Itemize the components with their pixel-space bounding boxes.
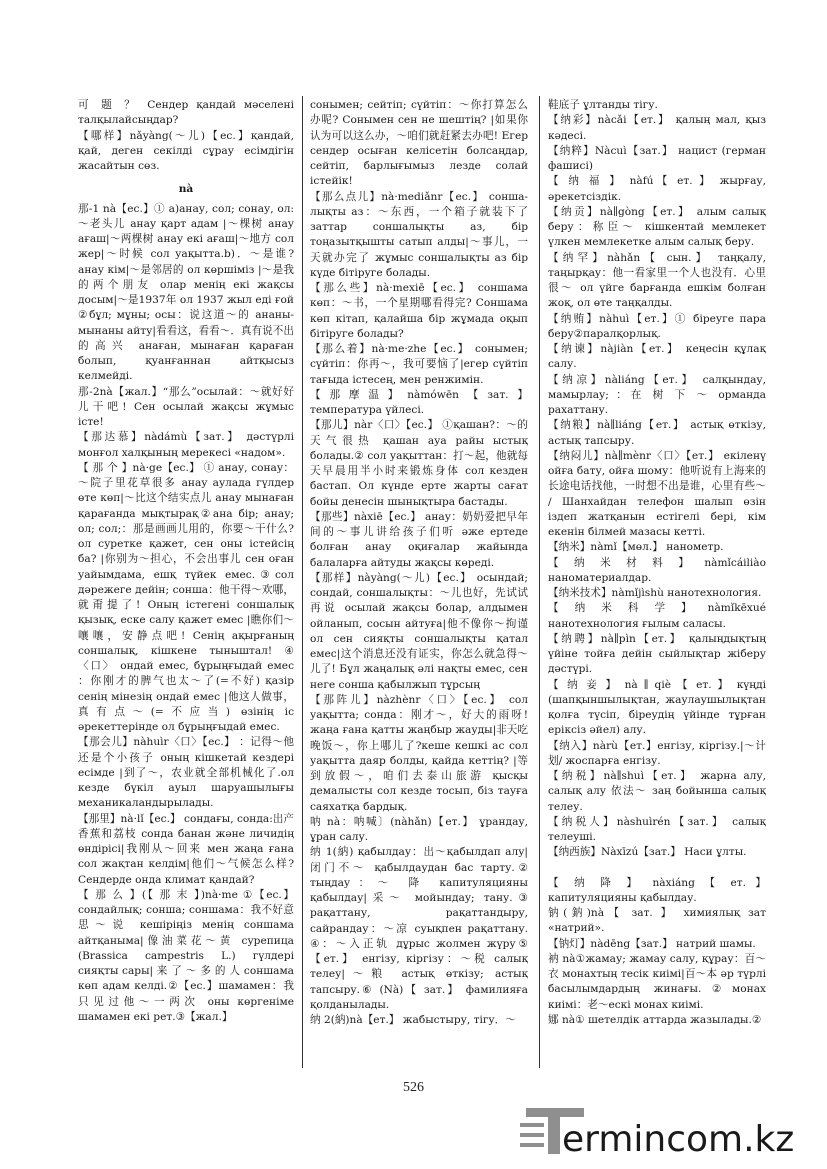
dictionary-column-1 [78, 98, 294, 1063]
entry-text: 【纳米技术】nàmǐjìshù нанотехнология. [548, 587, 762, 599]
entry-text: 娜 nà① шетелдік аттарда жазылады.② [548, 1013, 762, 1026]
entry-text: 【那会儿】nàhuìr〈口〉【ес.】 ：记得～他还是个小孩子 оның кішкетай кездері есімде |到了～，农业就全部机械化了.ол кезде бүкіл ауыл шаруашылығы механикаландырылады. [78, 736, 294, 810]
entry-text: 【纳税】nà∥shuì【ет.】 жарна алу, салық алу 依法～ заң бойынша салық телеу. [548, 770, 766, 813]
entry-text: 那-1 nà【ес.】① а)анау, сол; сонау, ол: ～老头儿 анау қарт адам |～棵树 анау ағаш|～两棵树 анау екі ағаш|～地方 сол жер|～时候 сол уақытта.b)．～是谁?анау кім|～是邻居的 ол көршіміз |～是我的两个朋友 олар менің екі жақсы досым|～是1937年 ол 1937 жыл еді ғой ②бұл; мұны; осы：说这道～的 ананы-мынаны айту|看看这，看看～．真有说不出的高兴 анаған, мынаған қараған болып, қуанғаннан айтқысыз келмейді. [78, 202, 294, 383]
entry-text: 【那些】nàxiē【ес.】 анау：奶奶爱把早年间的～事儿讲给孩子们听 әже ертеде болған анау оқиғалар жайында балаларға айтуды жақсы көреді. [310, 510, 528, 569]
entry-text: 【那阵儿】nàzhènr〈口〉【ес.】 сол уақытта; сонда：刚才～，好大的雨呀!жаңа ғана қатты жаңбыр жауды|非天吃晚饭～，你上哪儿了?кеше кешкі ас сол уақытта даяр болды, қайда кеттің? |等到放假～，咱们去泰山旅游 қысқы демалысты сол кезде тосып, біз тауға саяхатқа бардық. [310, 693, 528, 813]
termincom-logo [518, 1105, 818, 1160]
entry-text: 【那里】nà·lǐ【ес.】 сондағы, сонда:出产香蕉和荔枝 сонда банан және личидің өндірісі|我刚从～回来 мен жаңа ғана сол жақтан келдім|他们～气候怎么样? Сендерде онда климат қандай? [78, 812, 294, 886]
entry-text: 【那么些】nà·mexiē【ес.】 соншама көп：～书，一个星期哪看得完? Соншама көп кітап, қалайша бір жұмада оқып бітіруге болады? [310, 282, 528, 340]
entry-text: сонымен; сейтіп; сүйтіп：～你打算怎么办呢? Сонымен сен не шештің? |如果你认为可以这么办，～咱们就赶紧去办吧! Егер сендер осыған келісетін болсаңдар, сейтіп, барлығымыз лезде солай істейік! [310, 99, 528, 188]
entry-text: 【那么着】nà·me·zhe【ес.】 сонымен; сүйтіп：你再～，我可要恼了|егер сүйтіп тағыда істесең, мен ренжимін. [310, 343, 528, 386]
entry-text: 【那样】nàyàng(～儿)【ес.】 осындай; сондай, соншалықты：～儿也好，先试试再说 осылай жақсы болар, алдымен ойланып, сосын айтуға|他不像你～拘谨 ол сен сияқты соншалықты қатал емес|这个消息还没有证实，你怎么就急得～儿了! Бұл жаңалық әлі нақты емес, сен неге сонша қабылжып тұрсың [310, 571, 528, 691]
entry-text: 【纳西族】Nàxīzú【зат.】 Наси ұлты. [548, 846, 747, 859]
entry-text: 纳 2(納)nà【ет.】 жабыстыру, тігу．～ [310, 1014, 516, 1026]
entry-text: 纳 1(納) қабылдау：出～қабылдап алу|闭门不～ қабылдаудан бас тарту.② тыңдау：～ 降 капитуляцияны қабылдау|采～ мойындау; тану.③ рақаттану, рақаттандыру, сайрандау：～凉 суықпен рақаттану. ④：～入正轨 дұрыс жолмен жүру⑤【ет.】 енгізу, кіргізу：～税 салық телеу|～粮 астық өткізу; астық тапсыру.⑥ (Nà)【 зат.】 фамилияға қолданылады. [310, 846, 528, 1011]
entry-text: 【纳闷儿】nà∥mènr〈口〉【ет.】 екіленү ойға бату, ойға шому：他听说有上海来的长途电话找他，一时想不出是谁，心里有些～ / Шанхайдан телефон шалып өзін іздеп жатқанын естігелі бері, кім екенін білмей мазасы кетті. [548, 449, 766, 538]
entry-text: 那-2nà【жал.】“那么”осылай：～就好好儿干吧! Сен осылай жақсы жұмыс істе! [78, 385, 294, 428]
entry-text: 【那摩温】nàmówēn【зат.】 температура үйлесі. [310, 388, 528, 416]
entry-text: 【 纳 妾 】 nà ∥ qiè 【 ет. 】 күңді (шапқыншылықтан, жаулаушылықтан қолға түсіп, біреудің үйінде тұрған еріксіз әйел) алу. [548, 678, 766, 737]
entry-text: 【 纳 米 科 学 】 nàmǐkēxué нанотехнология ғылым саласы. [548, 602, 766, 630]
entry-text: 【纳贿】nàhuì【ет.】① біреуге пара беру②паралқорлық. [548, 312, 766, 340]
entry-text: 【纳入】nàrù【ет.】енгізу, кіргізу.|～计划/ жоспарға енгізу. [548, 739, 766, 767]
entry-text: 【纳粹】Nàcuì【зат.】 нацист (герман фашисі) [548, 144, 766, 172]
entry-text: 【 纳 降 】 nàxiáng 【 ет. 】 капитуляцияны қабылдау. [548, 876, 766, 904]
entry-text: 【纳罕】nàhǎn【 сын.】 таңқалу, таңырқау：他一看家里一个人也没有．心里很～ ол үйге барғанда ешкім болған жоқ, ол өте таңқалды. [548, 251, 766, 310]
entry-text: 【纳聘】nà∥pìn【ет.】 қалыңдықтың үйіне тойға дейін сыйлықтар жіберу дәстүрі. [548, 632, 766, 676]
entry-text: 衲 nà①жамау; жамау салу, құрау：百～衣 монахтың тесік киімі|百～本 әр түрлі басылымдардың жинағы.②монах киімі：老～ескі монах киімі. [548, 952, 766, 1011]
entry-text: 呐 nà：呐喊〕(nàhǎn)【ет.】 ұрандау, ұран салу. [310, 815, 528, 843]
entry-text: 【 纳 福 】 nàfú【 ет. 】 жырғау, әрекетсіздік. [548, 175, 766, 203]
entry-text: 【纳税人】nàshuìrén【зат.】 салық телеуші. [548, 815, 766, 843]
entry-text: 鞋底子 ұлтанды тігу. [548, 99, 658, 111]
entry-text: 【纳谏】nàjiàn【ет.】 кеңесін құлақ салу. [548, 343, 766, 371]
entry-text: 钠(鈉)nà【 зат. 】 химиялық зат «натрий». [548, 907, 766, 935]
entry-text: 【那儿】nàr〈口〉【ес.】 ①қашан?：～的天气很热 қашан ауа райы ыстық болады.② сол уақыттан：打～起，他就每天早晨用半小时来锻炼身体 сол кезден бастап. Ол күнде ерте жарты сағат бойы денесін шынықтыра бастады. [310, 419, 528, 508]
dictionary-column-2 [310, 98, 528, 1063]
entry-text: 【纳贡】nà∥gòng【ет.】 алым салық беру：称臣～ кішкентай мемлекет үлкен мемлекетке алым салық беру. [548, 205, 766, 249]
entry-text: 【纳粮】nà∥liáng【ет.】 астық өткізу, астық тапсыру. [548, 419, 766, 447]
entry-text: 【 那 个 】nà·ge【ес.】 ① анау, сонау：～院子里花草很多 анау аулада гүлдер өте көп|～比这个结实点儿 анау мынаған қарағанда мықтырақ②ана бір; анау; ол; сол;：那是画画儿用的，你要～干什么?ол суретке қажет, сен оны істейсің ба? |你别为～担心，不会出事儿 сен оған уайымдама, ешқ түйек емес.③сол дәрежеге дейін; сонша：他干得～欢哪，就甭提了! Оның істегені соншалық қызық, еске салу қажет емес |瞧你们～嚷嚷，安静点吧! Сенің ақырғаның соншалық, кішкене тыныштал! ④〈口〉 ондай емес, бұрыңғыдай емес ：你刚才的脾气也太～了(=不好) қазір сенің мінезің ондай емес |他这人做事，真有点～(=不应当) өзінің іс әрекеттерінде ол бұрыңғыдай емес. [78, 461, 294, 733]
syllable-heading: nà [178, 183, 194, 196]
entry-text: 【钠灯】nàdēng【зат.】 натрий шамы. [548, 937, 756, 950]
entry-text: 【 纳 米 材 料 】 nàmǐcáiliào наноматериалдар. [548, 556, 766, 584]
entry-text: 可 题 ？ Сендер қандай мәселені талқылайсыңдар? [78, 99, 294, 127]
entry-text: 【哪样】nǎyàng(～儿)【ес.】қандай, қай, деген секілді сұрау есімдігін жасайтын сөз. [78, 129, 294, 172]
entry-text: 【那达慕】nàdámù【зат.】 дәстүрлі монғол халқының мерекесі «надом». [78, 431, 294, 459]
entry-text: 【那么点儿】nà·mediǎnr【ес.】 сонша-лықты аз：～东西，一个箱子就装下了 заттар соншалықты аз, бір тоңазытқышты сатып алды|～事儿，一天就办完了 жұмыс соншалықты аз бір күде бітіруге болады. [310, 190, 528, 279]
entry-text: 【纳凉】nàliáng【ет.】 салқындау, мамырлау; ：在 树 下 ～ орманда рахаттану. [548, 373, 766, 416]
svg-text:ermincom.kz: ermincom.kz [562, 1119, 795, 1160]
page-number: 526 [403, 1080, 424, 1095]
column-divider-right [539, 96, 540, 1068]
column-divider-left [302, 96, 303, 1068]
entry-text: 【纳米】nàmǐ【мөл.】 нанометр. [548, 541, 724, 554]
termincom-logo-graphic [518, 1105, 818, 1160]
entry-spacer [548, 861, 766, 876]
entry-text: 【纳彩】nàcǎi【ет.】 қалың мал, қыз кәдесі. [548, 114, 766, 142]
entry-text: 【 那 么 】(【 那 末 】)nà·me ①【ес.】 сондайлық; сонша; соншама：我不好意思～说 кешіріңіз менің соншама айтқаныма|像油菜花～黄 сурепица (Brassica campestris L.) гүлдері сияқты сары| 来 了 ～ 多 的 人 соншама көп адам келді.②【ес.】шамамен：我只见过他～一两次 оны көргеніме шамамен екі рет.③【жал.】 [78, 888, 294, 1023]
dictionary-column-3 [548, 98, 766, 1063]
